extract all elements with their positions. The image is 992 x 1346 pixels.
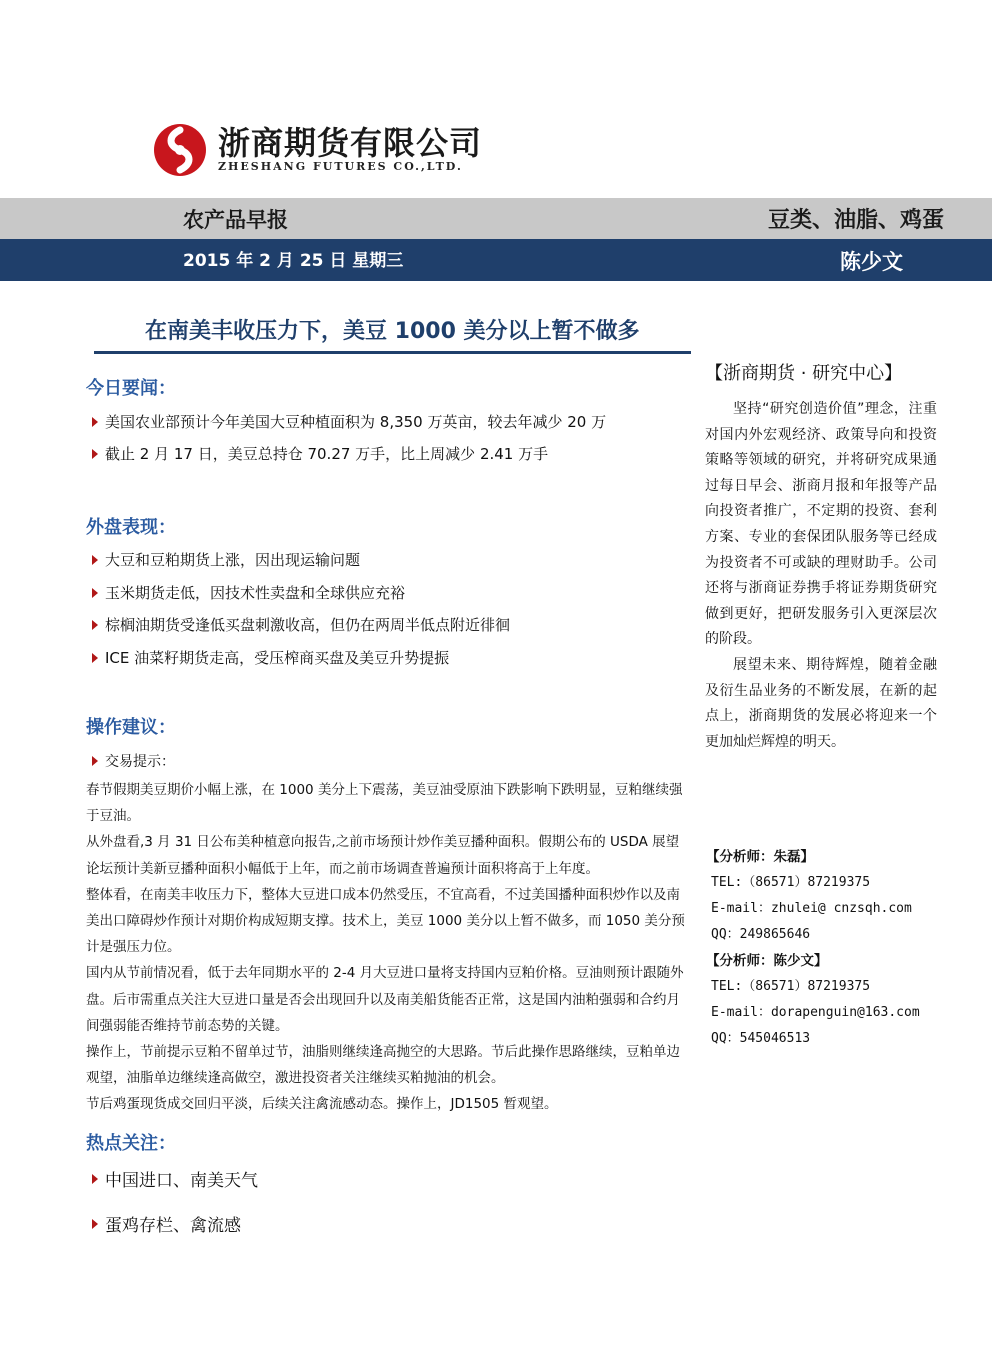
company-name-cn: 浙商期货有限公司 <box>218 124 483 162</box>
analyst-email[interactable]: E-mail：zhulei@ cnzsqh.com <box>711 901 912 916</box>
focus-item-text: 中国进口、南美天气 <box>105 1171 258 1191</box>
advice-paragraph: 春节假期美豆期价小幅上涨，在 1000 美分上下震荡，美豆油受原油下跌影响下跌明显，豆粕继续强于豆油。 <box>86 782 683 825</box>
list-item <box>92 582 405 603</box>
list-item <box>92 411 606 432</box>
focus-item-text: 蛋鸡存栏、禽流感 <box>105 1216 241 1236</box>
sidebar-title: 【浙商期货 · 研究中心】 <box>705 363 903 384</box>
external-item-text: 棕榈油期货受逢低买盘刺激收高，但仍在两周半低点附近徘徊 <box>105 616 511 634</box>
list-item <box>92 614 510 635</box>
external-item-text: 玉米期货走低，因技术性卖盘和全球供应充裕 <box>105 584 406 602</box>
external-item-text: 大豆和豆粕期货上涨，因出现运输问题 <box>105 551 361 569</box>
report-category: 豆类、油脂、鸡蛋 <box>767 208 944 233</box>
company-name-en: ZHESHANG FUTURES CO.,LTD. <box>218 160 463 173</box>
analyst-email[interactable]: E-mail：dorapenguin@163.com <box>711 1005 920 1020</box>
advice-paragraph: 操作上，节前提示豆粕不留单过节，油脂则继续逢高抛空的大思路。节后此操作思路继续，豆粕单边观望，油脂单边继续逢高做空，激进投资者关注继续买粕抛油的机会。 <box>86 1044 680 1087</box>
bullet-arrow-icon <box>92 1219 98 1229</box>
external-item-text: ICE 油菜籽期货走高，受压榨商买盘及美豆升势提振 <box>105 649 450 667</box>
list-item <box>92 1166 258 1191</box>
sidebar-intro <box>705 397 937 755</box>
section-heading-news: 今日要闻： <box>86 378 176 399</box>
sidebar-paragraph: 展望未来、期待辉煌，随着金融及衍生品业务的不断发展，在新的起点上，浙商期货的发展必将迎来一个更加灿烂辉煌的明天。 <box>705 656 937 750</box>
bullet-arrow-icon <box>92 417 98 427</box>
advice-body <box>86 777 692 1118</box>
advice-paragraph: 节后鸡蛋现货成交回归平淡，后续关注禽流感动态。操作上，JD1505 暂观望。 <box>86 1096 558 1113</box>
section-heading-external: 外盘表现： <box>86 517 176 538</box>
bullet-arrow-icon <box>92 1174 98 1184</box>
advice-paragraph: 国内从节前情况看，低于去年同期水平的 2-4 月大豆进口量将支持国内豆粕价格。豆油则预计跟随外盘。后市需重点关注大豆进口量是否会出现回升以及南美船货能否正常，这是国内油粕强弱和合约月间强弱能否维持节前态势的关键。 <box>86 965 684 1034</box>
analyst-title: 【分析师：朱磊】 <box>706 849 814 865</box>
bullet-arrow-icon <box>92 449 98 459</box>
analyst-tel: TEL:（86571）87219375 <box>711 875 871 890</box>
list-item <box>92 647 449 668</box>
analyst-tel: TEL:（86571）87219375 <box>711 979 871 994</box>
bullet-arrow-icon <box>92 588 98 598</box>
news-item-text: 美国农业部预计今年美国大豆种植面积为 8,350 万英亩，较去年减少 20 万 <box>105 413 607 431</box>
list-item <box>92 1211 241 1236</box>
analyst-qq: QQ：545046513 <box>711 1031 811 1046</box>
bullet-arrow-icon <box>92 653 98 663</box>
bullet-arrow-icon <box>92 756 98 766</box>
section-heading-advice: 操作建议： <box>86 717 176 738</box>
bullet-arrow-icon <box>92 620 98 630</box>
bullet-arrow-icon <box>92 555 98 565</box>
list-item <box>92 549 360 570</box>
sidebar-paragraph: 坚持“研究创造价值”理念，注重对国内外宏观经济、政策导向和投资策略等领域的研究，并将研究成果通过每日早会、浙商月报和年报等产品向投资者推广，不定期的投资、套利方案、专业的套保团队服务等已经成为投资者不可或缺的理财助手。公司还将与浙商证券携手将证券期货研究做到更好，把研发服务引入更深层次的阶段。 <box>705 401 937 648</box>
trade-tip-text: 交易提示： <box>105 754 175 770</box>
report-author: 陈少文 <box>840 250 903 274</box>
analyst-qq: QQ：249865646 <box>711 927 811 942</box>
company-logo-icon <box>152 122 208 178</box>
report-type: 农产品早报 <box>183 208 288 232</box>
advice-paragraph: 从外盘看,3 月 31 日公布美种植意向报告,之前市场预计炒作美豆播种面积。假期公布的 USDA 展望论坛预计美新豆播种面积小幅低于上年，而之前市场调查普遍预计面积将高于上年度。 <box>86 834 680 877</box>
analyst-title: 【分析师：陈少文】 <box>706 953 828 969</box>
trade-tip-label <box>92 751 175 771</box>
news-item-text: 截止 2 月 17 日，美豆总持仓 70.27 万手，比上周减少 2.41 万手 <box>105 445 549 463</box>
section-heading-focus: 热点关注： <box>86 1133 176 1154</box>
list-item <box>92 443 548 464</box>
report-date: 2015 年 2 月 25 日 星期三 <box>183 251 404 271</box>
headline: 在南美丰收压力下，美豆 1000 美分以上暂不做多 <box>145 319 640 344</box>
headline-divider <box>94 351 691 354</box>
advice-paragraph: 整体看，在南美丰收压力下，整体大豆进口成本仍然受压，不宜高看，不过美国播种面积炒作以及南美出口障碍炒作预计对期价构成短期支撑。技术上，美豆 1000 美分以上暂不做多，而 1050 美分预计是强压力位。 <box>86 886 685 956</box>
